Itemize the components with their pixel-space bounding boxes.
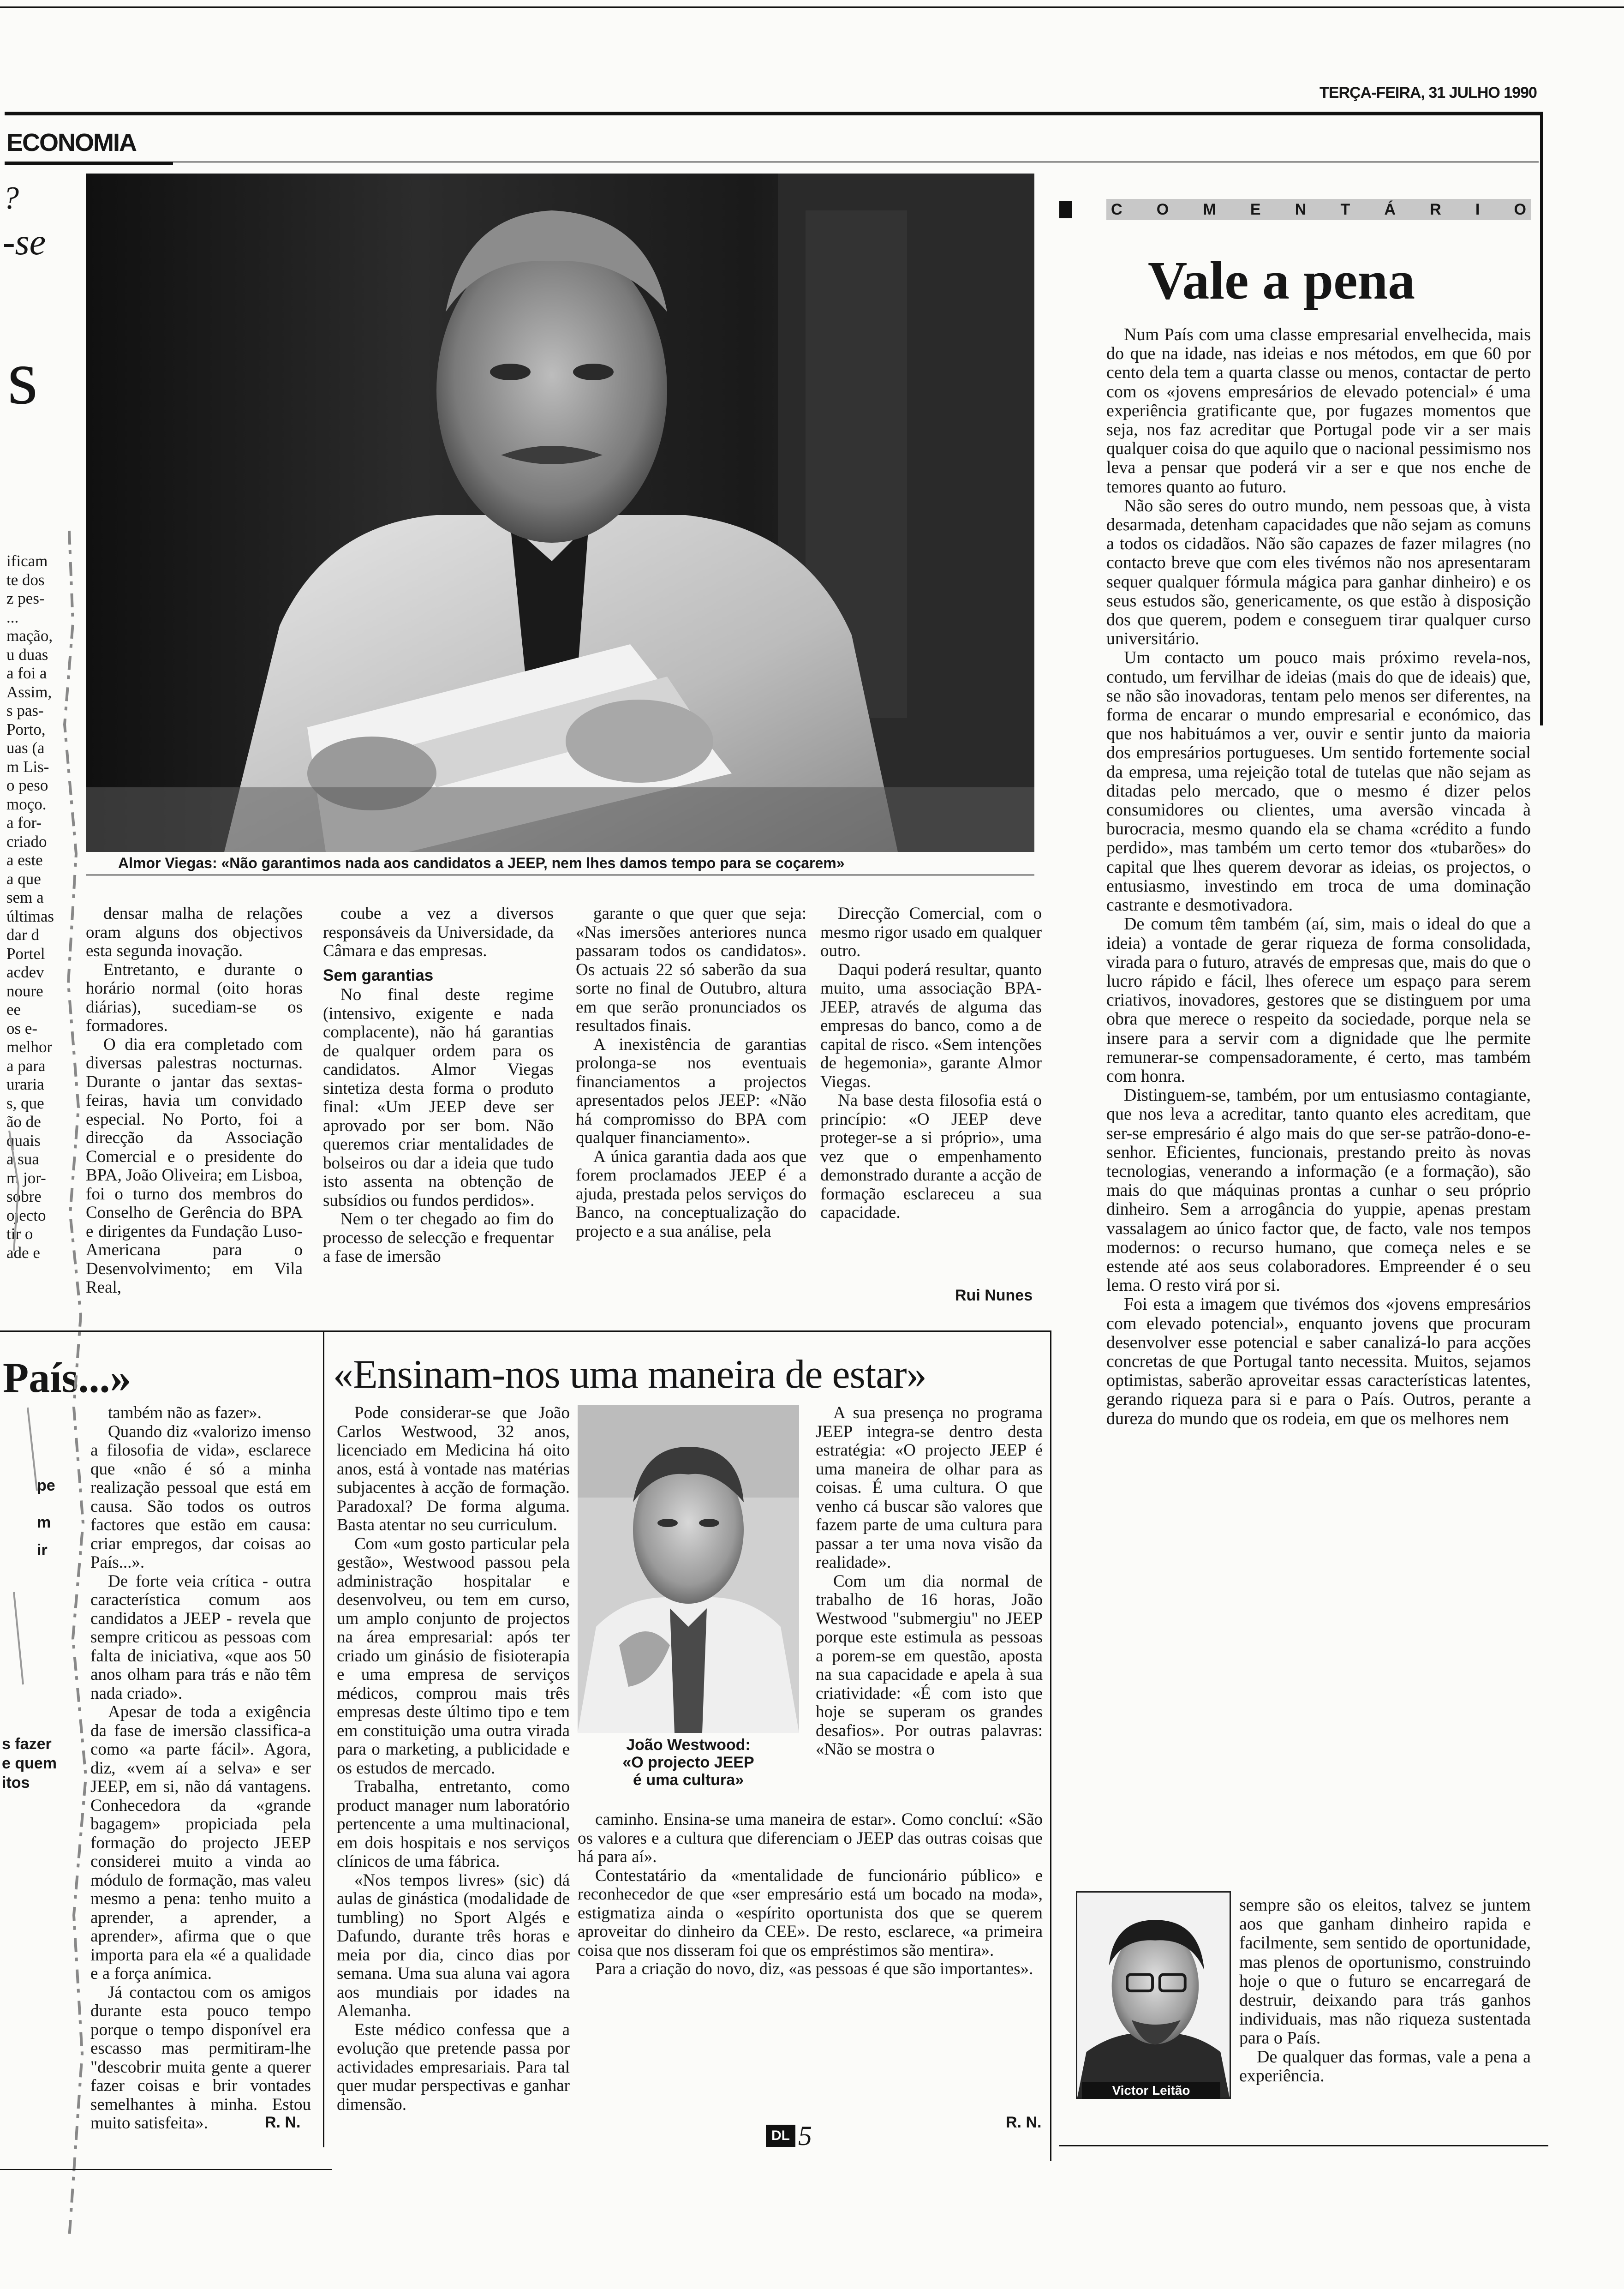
- paragraph: coube a vez a diversos responsáveis da Universidade, da Câmara e das empresas.: [323, 904, 554, 960]
- paragraph: Trabalha, entretanto, como product manager num laboratório pertencente a uma multinacional, em dois hospitais e nos serviços clínicos de uma fábrica.: [337, 1777, 570, 1871]
- comentario-paragraph: sempre são os eleitos, talvez se juntem aos que ganham dinheiro rapida e facilmente, sem sentido de oportunidade, mas plenos de oportunismo, construindo hoje o que o futuro se encarregará de destruir, deixando para trás ganhos individuais, mas não riqueza sustentada para o País.: [1239, 1895, 1531, 2048]
- comentario-body-narrow: [1239, 1896, 1531, 2050]
- paragraph: Este médico confessa que a evolução que pretende passa por actividades empresariais. Para tal quer mudar perspectivas e ganhar dimensão.: [337, 2020, 570, 2114]
- fragment-line: Assim,: [6, 683, 52, 701]
- kicker-letter: M: [1203, 200, 1216, 218]
- article-top-col-1: [86, 905, 303, 1306]
- paragraph: densar malha de relações oram alguns dos objectivos esta segunda inovação.: [86, 904, 303, 960]
- left-fragment-top: ? -se s: [3, 180, 46, 420]
- fragment-line: ojecto: [6, 1206, 46, 1224]
- fragment-line: ...: [6, 608, 19, 626]
- paragraph: Direcção Comercial, com o mesmo rigor usado em qualquer outro.: [820, 904, 1042, 960]
- fragment-line: m Lis-: [6, 757, 49, 776]
- paragraph: De forte veia crítica - outra característica comum aos candidatos a JEEP - revela que sempre criticou as pessoas com falta de iniciativa, «que aos 50 anos olham para trás e não têm nada criado».: [90, 1571, 311, 1703]
- kicker-letter: Á: [1384, 200, 1396, 218]
- fragment-line: sobre: [6, 1187, 42, 1205]
- kicker-letter: E: [1250, 200, 1261, 218]
- paragraph: garante o que quer que seja: «Nas imersões anteriores nunca passaram todos os candidatos». Os actuais 22 só saberão da sua sorte no final de Outubro, altura em que serão pronunciados os resultados finais.: [576, 904, 806, 1035]
- fragment-line: o peso: [6, 776, 48, 794]
- fragment-line: a este: [6, 851, 43, 869]
- paragraph: A inexistência de garantias prolonga-se nos eventuais financiamentos a projectos apresentados pelos JEEP: «Não há compromisso do BPA com qualquer financiamento».: [576, 1035, 806, 1147]
- fragment-line: ade e: [6, 1243, 40, 1262]
- section-name: ECONOMIA: [6, 129, 136, 156]
- fragment-line: criado: [6, 832, 47, 851]
- fragment-line: a que: [6, 869, 41, 888]
- almor-viegas-photo: [86, 174, 1034, 852]
- fragment-line: uraria: [6, 1075, 44, 1093]
- westwood-photo: [578, 1405, 799, 1733]
- fragment-line: a foi a: [6, 664, 47, 682]
- paragraph: Com «um gosto particular pela gestão», Westwood passou pela administração hospitalar e desenvolveu, ou tem em curso, um amplo conjunto de projectos na área empresarial: após ter criado um ginásio de fisioterapia e uma empresa de serviços médicos, comprou mais três empresas deste último tipo e tem em constituição uma outra virada para o marketing, a publicidade e os estudos de mercado.: [337, 1534, 570, 1778]
- comentario-paragraph: Num País com uma classe empresarial envelhecida, mais do que na idade, nas ideias e nos métodos, em que 60 por cento dela tem a quarta classe ou menos, contactar de perto com os «jovens empresários de elevado potencial» é uma experiência gratificante que, por fugazes momentos que seja, nos faz acreditar que Portugal pode vir a ser mais qualquer coisa do que aquilo que o nacional pessimismo nos leva a pensar que poderá vir a ser e que nos enche de temores quanto ao futuro.: [1106, 325, 1531, 497]
- comentario-paragraph: De qualquer das formas, vale a pena a experiência.: [1239, 2047, 1531, 2086]
- fragment-line: tir o: [6, 1225, 33, 1243]
- paragraph: No final deste regime (intensivo, exigente e nada complacente), não há garantias de qualquer ordem para os candidatos. Almor Viegas sintetiza desta forma o produto final: «Um JEEP deve ser aprovado por ser bom. Não queremos criar mentalidades de bolseiros ou dar a ideia que tudo isto assenta na obtenção de subsídios ou fundos perdidos».: [323, 985, 554, 1210]
- kicker-letter: C: [1111, 200, 1122, 218]
- paragraph: O dia era completado com diversas palestras nocturnas. Durante o jantar das sextas-feiras, havia um convidado especial. No Porto, foi a direcção da Associação Comercial e o presidente do BPA, João Oliveira; em Lisboa, foi o turno dos membros do Conselho de Gerência do BPA e dirigentes da Fundação Luso-Americana para o Desenvolvimento; em Vila Real,: [86, 1035, 303, 1297]
- article-top-col-2: [323, 905, 554, 1306]
- left-fragment-heading: País...»: [3, 1354, 131, 1401]
- fragment-line: z pes-: [6, 589, 45, 607]
- comentario-paragraph: Não são seres do outro mundo, nem pessoas que, à vista desarmada, detenham capacidades que não sejam as comuns a todos os cidadãos. Não são capazes de fazer milagres (no contacto breve que com eles tivémos não nos apresentaram sequer qualquer fórmula mágica para ganhar dinheiro) e os seus estudos são, genericamente, os que estão à disposição dos que querem, podem e conseguem tirar qualquer curso universitário.: [1106, 496, 1531, 649]
- middle-col-2-bottom: [578, 1810, 1043, 2110]
- fragment-line: quais: [6, 1131, 41, 1150]
- fragment-line: dar d: [6, 926, 39, 944]
- fragment-line: Porto,: [6, 720, 46, 738]
- right-frame-rule: [1540, 112, 1543, 725]
- fragment-line: s, que: [6, 1094, 44, 1112]
- comentario-body: [1106, 325, 1531, 1894]
- paragraph: também não as fazer».: [108, 1403, 262, 1422]
- paragraph: Entretanto, e durante o horário normal (oito horas diárias), sucediam-se os formadores.: [86, 960, 303, 1035]
- paragraph: Contestatário da «mentalidade de funcionário público» e reconhecedor de que «ser empresário está um bocado na moda», estigmatiza ainda o «espírito oportunista dos que se querem aproveitar do dinheiro da CEE». De resto, esclarece, «a primeira coisa que nos disseram foi que os empréstimos são mentira».: [578, 1866, 1043, 1960]
- fragment-line: a for-: [6, 814, 42, 832]
- header-rule: [5, 112, 1541, 115]
- paragraph: Pode considerar-se que João Carlos Westwood, 32 anos, licenciado em Medicina há oito anos, está à vontade nas matérias subjacentes à acção de formação. Paradoxal? De forma alguma. Basta atentar no seu curriculum.: [337, 1403, 570, 1534]
- fragment-line: u duas: [6, 645, 48, 664]
- paragraph: A única garantia dada aos que forem proclamados JEEP é a ajuda, prestada pelos serviços do Banco, na conceptualização do projecto e a sua análise, pela: [576, 1147, 806, 1241]
- dl-logo-icon: DL: [766, 2125, 795, 2147]
- almor-photo-caption: Almor Viegas: «Não garantimos nada aos candidatos a JEEP, nem lhes damos tempo para se coçarem»: [118, 855, 845, 871]
- victor-leitao-caption: Victor Leitão: [1082, 2082, 1220, 2099]
- fragment-line: s pas-: [6, 701, 44, 719]
- article-top-col-3: [576, 905, 806, 1306]
- paragraph: Daqui poderá resultar, quanto muito, uma associação BPA-JEEP, através de alguma das empresas do banco, como a de capital de risco. «Sem intenções de hegemonia», garante Almor Viegas.: [820, 960, 1042, 1091]
- paragraph: caminho. Ensina-se uma maneira de estar». Como concluí: «São os valores e a cultura que diferenciam o JEEP das outras coisas que há para aí».: [578, 1810, 1043, 1866]
- fragment-line: moço.: [6, 795, 47, 813]
- fragment-line: últimas: [6, 907, 54, 925]
- left-box-right-rule: [323, 1330, 324, 2147]
- fragment-line: melhor: [6, 1038, 53, 1056]
- middle-right-rule: [1050, 1330, 1051, 2161]
- left-box-top-rule: [0, 1330, 324, 1332]
- westwood-caption: João Westwood: «O projecto JEEP é uma cultura»: [622, 1736, 754, 1789]
- fragment-line: sem a: [6, 888, 44, 906]
- middle-col-2-top: [816, 1404, 1043, 1809]
- fragment-line: mação,: [6, 627, 53, 645]
- kicker-letter: R: [1430, 200, 1441, 218]
- middle-headline: «Ensinam-nos uma maneira de estar»: [333, 1352, 926, 1397]
- fragment-line: ee: [6, 1001, 21, 1019]
- fragment-line: os e-: [6, 1019, 38, 1037]
- fragment-line: a para: [6, 1056, 46, 1075]
- comentario-paragraph: De comum têm também (aí, sim, mais o ideal do que a ideia) a vontade de gerar riqueza de forma consolidada, virada para o futuro, através de empresas que, mais do que o lucro rápido e fácil, lhes oferece um espaço para serem criativos, inovadores, gestores que se distinguem por uma obra que merece o respeito da sociedade, porque nela se insere para a servir com a dignidade que lhe permite remunerar-se compensadoramente, é certo, mas também com honra.: [1106, 914, 1531, 1086]
- comentario-body-last: [1239, 2048, 1531, 2094]
- paragraph: Já contactou com os amigos durante esta pouco tempo porque o tempo disponível era escasso mas permitiram-lhe "descobrir muita gente a querer fazer coisas e brir vontades semelhantes à minha. Estou muito satisfeita».: [90, 1983, 311, 2133]
- torn-edge: [0, 531, 92, 2238]
- top-rule: [0, 6, 1624, 8]
- paragraph: «Nos tempos livres» (sic) dá aulas de ginástica (modalidade de tumbling) no Sport Algés e Dafundo, durante três horas e meia por dia, cinco dias por semana. Uma sua aluna vai agora aos mundiais por idades na Alemanha.: [337, 1870, 570, 2020]
- article-top-col-4: [820, 905, 1042, 1283]
- subheading: Sem garantias: [323, 966, 434, 984]
- kicker-letter: T: [1340, 200, 1350, 218]
- fragment-line: uas (a: [6, 739, 45, 757]
- victor-leitao-photo: [1076, 1891, 1231, 2099]
- left-fragment-bottom: pe m ir s fazer e quem itos: [2, 1477, 57, 1792]
- article-top-signature: Rui Nunes: [955, 1287, 1033, 1304]
- fragment-line: acdev: [6, 963, 44, 981]
- paragraph: Com um dia normal de trabalho de 16 horas, João Westwood "submergiu" no JEEP porque este estimula as pessoas a porem-se em questão, aposta na sua capacidade e apela à sua criatividade: «É com isto que hoje se superam os grandes desafios». Por outras palavras: «Não se mostra o: [816, 1571, 1043, 1759]
- kicker-block: [1059, 201, 1072, 218]
- paragraph: Apesar de toda a exigência da fase de imersão classifica-a como «a parte fácil». Agora, diz, «vem aí a selva» e ser JEEP, em si, não dá vantagens. Conhecedora da «grande bagagem» propiciada pela formação do projecto JEEP considerei muito a vinda ao módulo de formação, mas valeu mesmo a pena: tenho muito a aprender, a aprender, a aprender», afirma que o que importa para ela «é a qualidade e a força anímica.: [90, 1702, 311, 1983]
- paragraph: Quando diz «valorizo imenso a filosofia de vida», esclarece que «não é só a minha realização pessoal que está em causa. São todos os outros factores que estão em causa: criar empregos, dar coisas ao País...».: [90, 1422, 311, 1572]
- page-date: TERÇA-FEIRA, 31 JULHO 1990: [1320, 84, 1537, 102]
- fragment-line: Portel: [6, 944, 45, 963]
- fragment-line: m jor-: [6, 1168, 46, 1187]
- comentario-bottom-rule: [1059, 2145, 1548, 2146]
- middle-top-rule: [324, 1330, 1051, 1332]
- paragraph: Na base desta filosofia está o princípio: «O JEEP deve proteger-se a si próprio», uma vez que o empenhamento demonstrado durante a acção de formação esclareceu a sua capacidade.: [820, 1091, 1042, 1222]
- kicker-letter: I: [1475, 200, 1480, 218]
- comentario-paragraph: Distinguem-se, também, por um entusiasmo contagiante, que nos leva a acreditar, tanto quanto eles acreditam, que ser-se empresário é algo mais do que ser-se patrão-dono-e-senhor. Eficientes, funcionais, prestando preito às novas tecnologias, venerando a informação (e a formação), são mais do que máquinas prontas a cunhar o seu próprio dinheiro. Sem a arrogância do yuppie, apenas prestam vassalagem ao único factor que, de facto, vale nos tempos modernos: o recurso humano, que começa neles e se estende até aos seus colaboradores. Empreender é o seu lema. O resto virá por si.: [1106, 1085, 1531, 1295]
- comentario-paragraph: Um contacto um pouco mais próximo revela-nos, contudo, um fervilhar de ideias (mais do que de ideais) que, se não são inovadoras, tentam pelo menos ser diferentes, na forma de encarar o mundo empresarial e económico, das que nos habituámos a ver, ouvir e sentir junto da maioria dos empresários portugueses. Um sentido fortemente social da empresa, uma rejeição total de tutelas que não sejam as ditadas pelo mercado, que o mesmo é dizer pelos consumidores ou clientes, uma aversão vincada à burocracia, mesmo quando ela se chama «crédito a fundo perdido», mas também um certo temor dos «tubarões» do capital que lhes querem devorar as ideias, os projectos, o entusiasmo, investindo em troca de uma dominação castrante e desmotivadora.: [1106, 648, 1531, 915]
- comentario-kicker: [1106, 199, 1531, 220]
- paragraph: Para a criação do novo, diz, «as pessoas é que são importantes».: [595, 1959, 1033, 1978]
- footer-rule: [0, 2169, 332, 2170]
- comentario-paragraph: Foi esta a imagem que tivémos dos «jovens empresários com elevado potencial», enquanto jovens que procuram desenvolver esse potencial e saber canalizá-lo para acções concretas de que Portugal tanto necessita. Muitos, sejamos optimistas, saberão aproveitar essas características latentes, gerando riqueza para si e para o País. Outros, perante a dureza do mundo que os rodeia, em que os melhores nem: [1106, 1294, 1531, 1428]
- middle-article-signature: R. N.: [1006, 2114, 1042, 2131]
- page-number: 5: [798, 2121, 812, 2151]
- footer-logo: [766, 2121, 812, 2151]
- section-underline: [5, 162, 173, 165]
- paragraph: A sua presença no programa JEEP integra-se dentro desta estratégia: «O projecto JEEP é uma maneira de olhar para as coisas. É uma cultura. O que venho cá buscar são valores que fazem parte de uma cultura para passar a ter uma nova visão da realidade».: [816, 1403, 1043, 1572]
- fragment-line: ão de: [6, 1113, 41, 1131]
- kicker-letter: N: [1295, 200, 1307, 218]
- fragment-line: a sua: [6, 1150, 39, 1168]
- paragraph: Nem o ter chegado ao fim do processo de selecção e frequentar a fase de imersão: [323, 1210, 554, 1266]
- kicker-letter: O: [1156, 200, 1169, 218]
- middle-col-1: [337, 1403, 570, 2114]
- fragment-line: ificam: [6, 552, 48, 570]
- comentario-headline: Vale a pena: [1148, 250, 1415, 311]
- kicker-letter: O: [1514, 200, 1526, 218]
- fragment-line: te dos: [6, 570, 45, 589]
- fragment-line: noure: [6, 982, 43, 1000]
- left-article-signature: R. N.: [265, 2114, 301, 2131]
